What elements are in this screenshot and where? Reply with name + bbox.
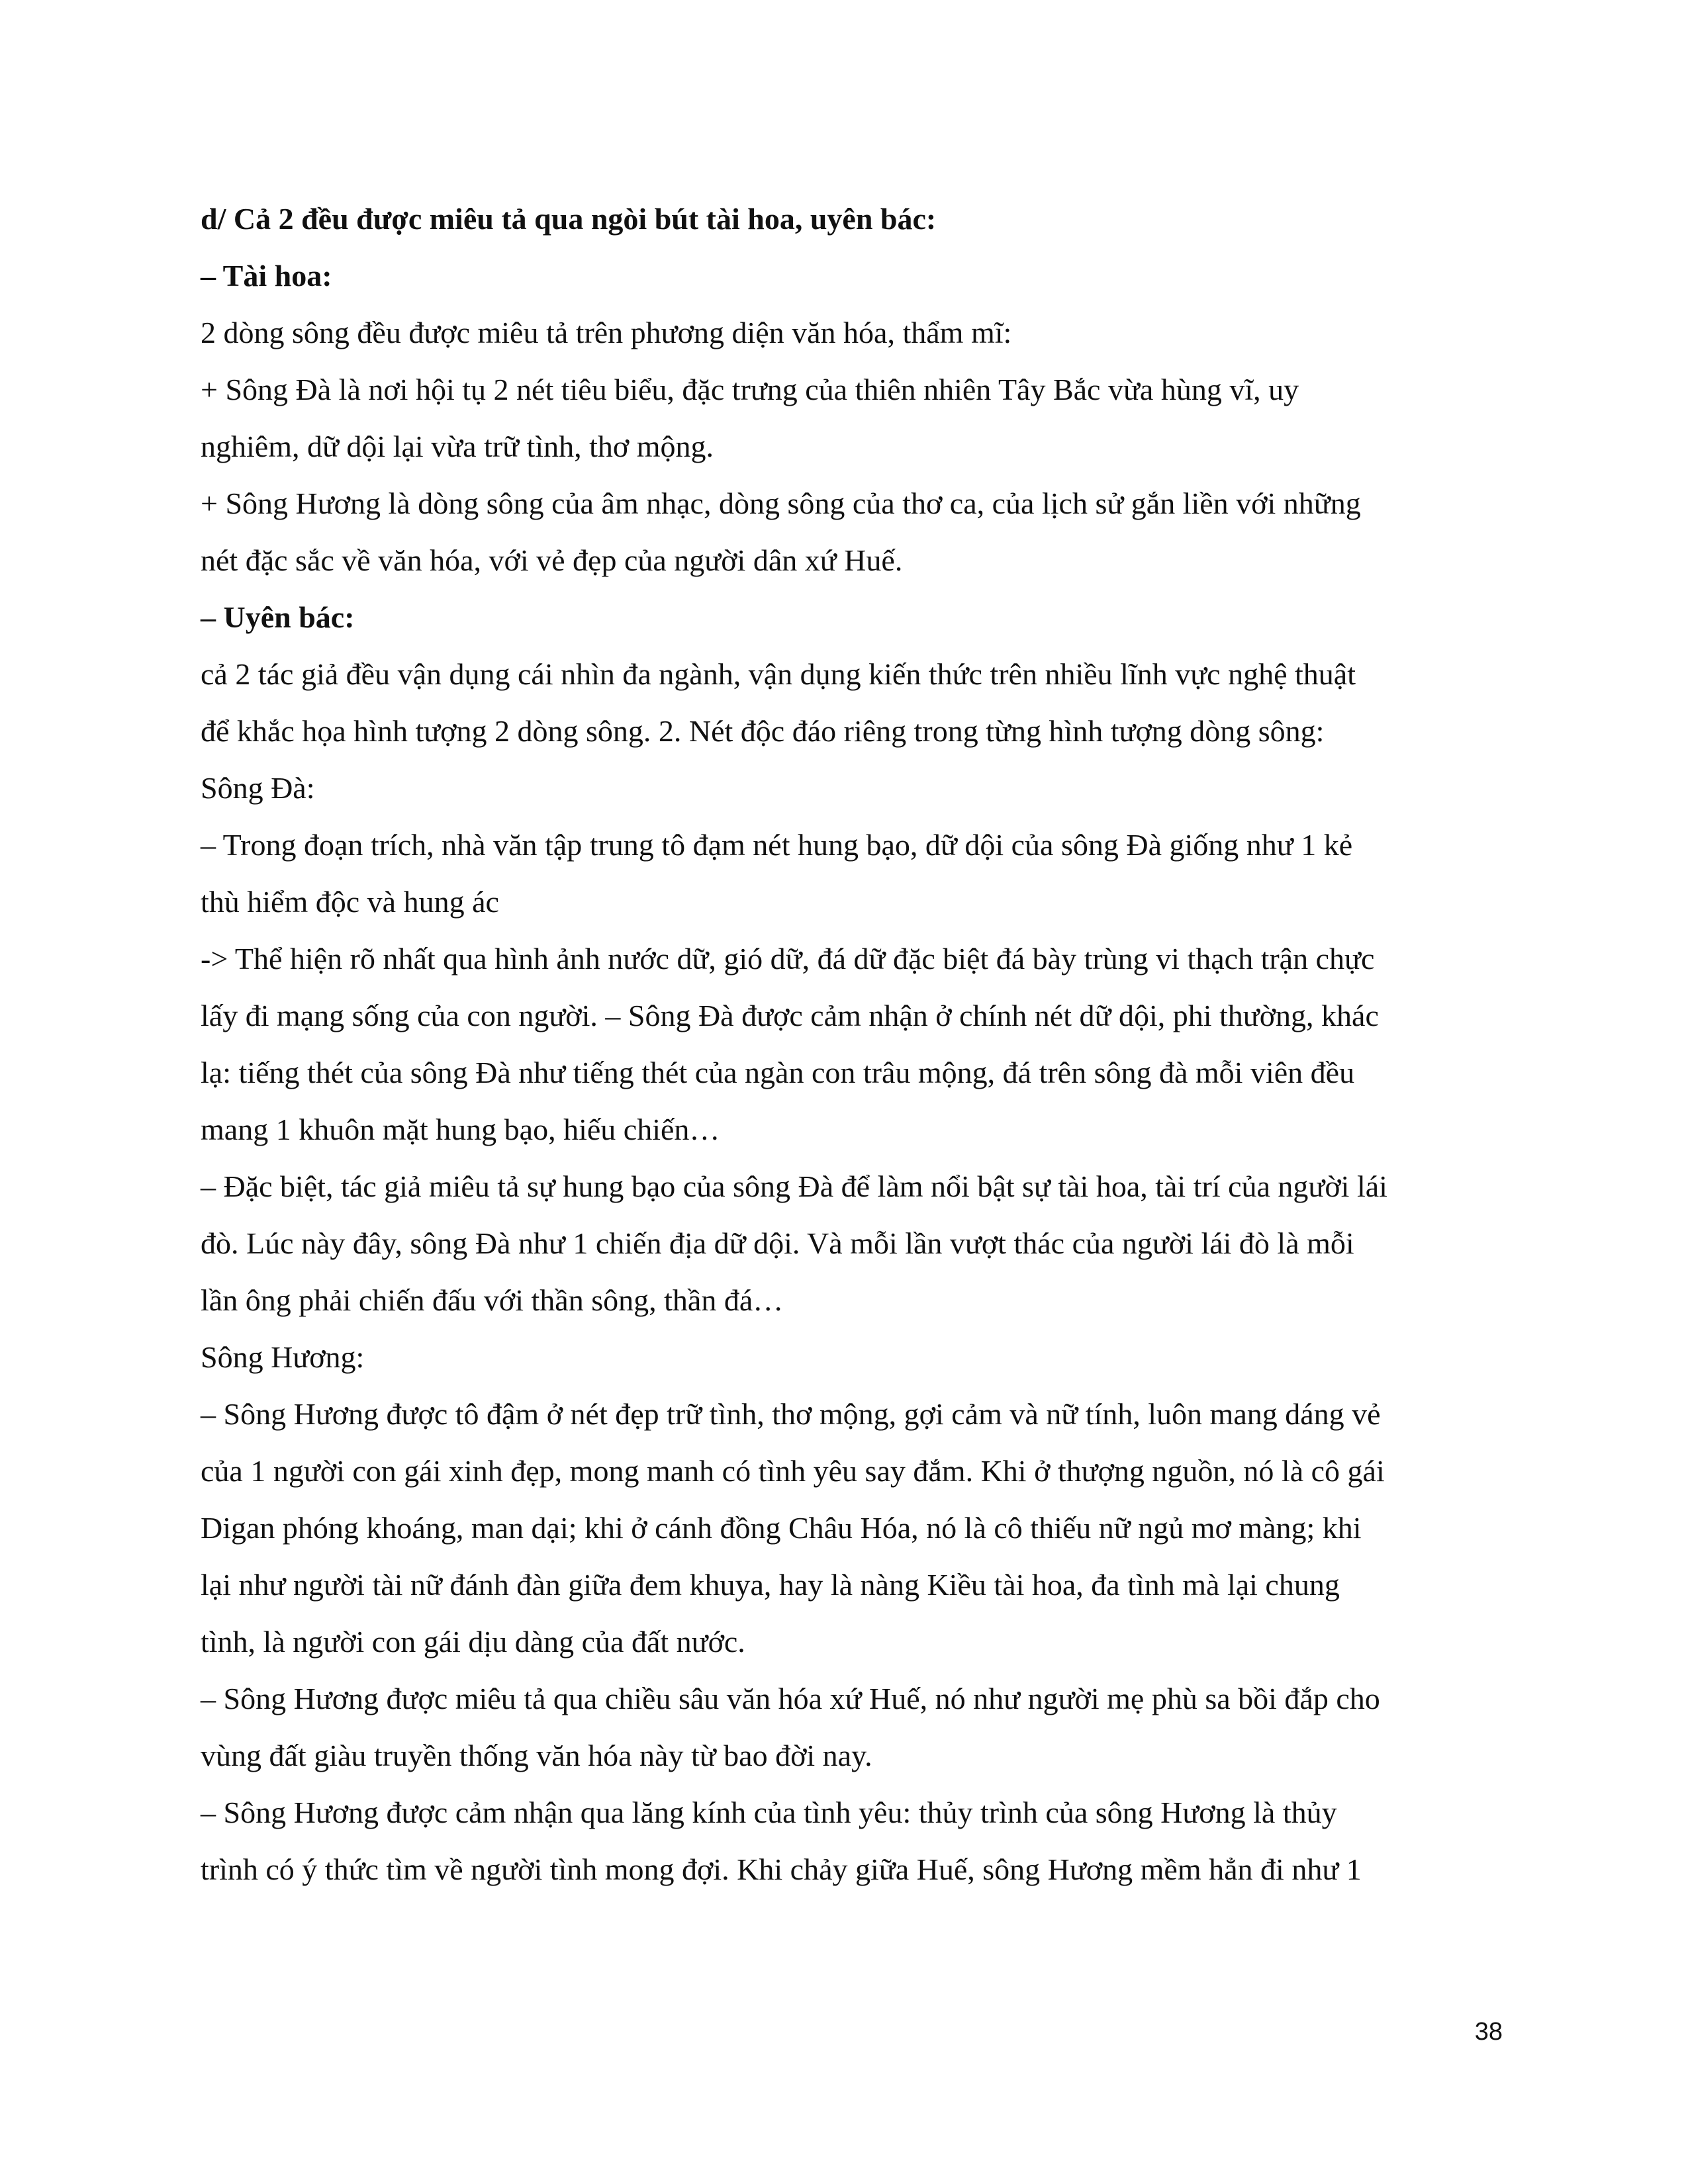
paragraph-line: lại như người tài nữ đánh đàn giữa đem khuya, hay là nàng Kiều tài hoa, đa tình mà lại chung [201, 1568, 1340, 1602]
paragraph-line: – Sông Hương được cảm nhận qua lăng kính của tình yêu: thủy trình của sông Hương là thủy [201, 1796, 1337, 1829]
paragraph-line: – Sông Hương được tô đậm ở nét đẹp trữ tình, thơ mộng, gợi cảm và nữ tính, luôn mang dáng vẻ [201, 1397, 1381, 1431]
paragraph-line: trình có ý thức tìm về người tình mong đợi. Khi chảy giữa Huế, sông Hương mềm hẳn đi như 1 [201, 1852, 1362, 1886]
paragraph-line: lạ: tiếng thét của sông Đà như tiếng thét của ngàn con trâu mộng, đá trên sông đà mỗi viên đều [201, 1056, 1355, 1089]
paragraph-line: tình, là người con gái dịu dàng của đất nước. [201, 1625, 745, 1659]
paragraph-line: lần ông phải chiến đấu với thần sông, thần đá… [201, 1283, 784, 1317]
paragraph-line: cả 2 tác giả đều vận dụng cái nhìn đa ngành, vận dụng kiến thức trên nhiều lĩnh vực nghệ thuật [201, 657, 1356, 691]
document-body [201, 191, 1498, 1898]
paragraph-line: + Sông Hương là dòng sông của âm nhạc, dòng sông của thơ ca, của lịch sử gắn liền với những [201, 486, 1361, 520]
section-heading: d/ Cả 2 đều được miêu tả qua ngòi bút tài hoa, uyên bác: [201, 202, 937, 236]
paragraph-line: vùng đất giàu truyền thống văn hóa này từ bao đời nay. [201, 1739, 872, 1772]
paragraph-line: – Sông Hương được miêu tả qua chiều sâu văn hóa xứ Huế, nó như người mẹ phù sa bồi đắp cho [201, 1682, 1380, 1715]
page-number: 38 [1474, 2018, 1503, 2046]
paragraph-line: đò. Lúc này đây, sông Đà như 1 chiến địa dữ dội. Và mỗi lần vượt thác của người lái đò là mỗi [201, 1226, 1354, 1260]
subheading-uyen-bac: – Uyên bác: [201, 600, 355, 634]
paragraph-line: 2 dòng sông đều được miêu tả trên phương diện văn hóa, thẩm mĩ: [201, 316, 1012, 349]
paragraph-line: Sông Đà: [201, 771, 315, 805]
paragraph-line: mang 1 khuôn mặt hung bạo, hiếu chiến… [201, 1113, 720, 1146]
paragraph-line: nét đặc sắc về văn hóa, với vẻ đẹp của người dân xứ Huế. [201, 543, 903, 577]
paragraph-line: nghiêm, dữ dội lại vừa trữ tình, thơ mộng. [201, 430, 714, 463]
paragraph-line: Sông Hương: [201, 1340, 365, 1374]
paragraph-line: để khắc họa hình tượng 2 dòng sông. 2. Nét độc đáo riêng trong từng hình tượng dòng sông: [201, 714, 1325, 748]
paragraph-line: – Trong đoạn trích, nhà văn tập trung tô đạm nét hung bạo, dữ dội của sông Đà giống như 1 kẻ [201, 828, 1353, 862]
subheading-tai-hoa: – Tài hoa: [201, 259, 332, 293]
paragraph-line: của 1 người con gái xinh đẹp, mong manh có tình yêu say đắm. Khi ở thượng nguồn, nó là cô gái [201, 1454, 1385, 1488]
paragraph-line: lấy đi mạng sống của con người. – Sông Đà được cảm nhận ở chính nét dữ dội, phi thường, khác [201, 999, 1379, 1032]
paragraph-line: + Sông Đà là nơi hội tụ 2 nét tiêu biểu, đặc trưng của thiên nhiên Tây Bắc vừa hùng vĩ, uy [201, 373, 1299, 406]
paragraph-line: – Đặc biệt, tác giả miêu tả sự hung bạo của sông Đà để làm nổi bật sự tài hoa, tài trí của người lái [201, 1169, 1387, 1203]
paragraph-line: -> Thể hiện rõ nhất qua hình ảnh nước dữ, gió dữ, đá dữ đặc biệt đá bày trùng vi thạch trận chực [201, 942, 1375, 976]
paragraph-line: Digan phóng khoáng, man dại; khi ở cánh đồng Châu Hóa, nó là cô thiếu nữ ngủ mơ màng; khi [201, 1511, 1362, 1545]
paragraph-line: thù hiểm độc và hung ác [201, 885, 499, 919]
